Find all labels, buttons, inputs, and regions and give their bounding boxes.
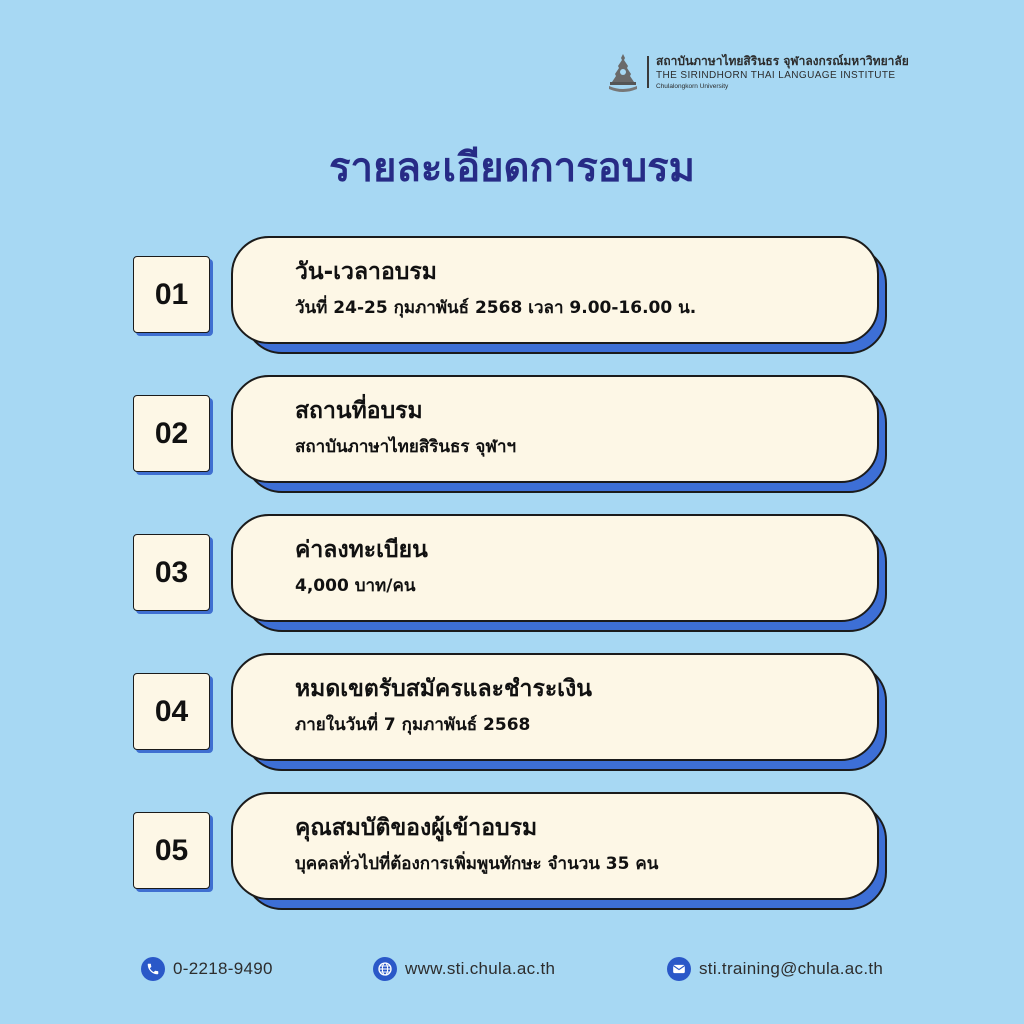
item-number-04: 04	[133, 673, 210, 750]
contact-website[interactable]	[373, 955, 555, 983]
card-detail: ภายในวันที่ 7 กุมภาพันธ์ 2568	[295, 715, 531, 735]
contact-phone[interactable]	[141, 955, 273, 983]
card-title: หมดเขตรับสมัครและชำระเงิน	[295, 676, 592, 702]
card-title: สถานที่อบรม	[295, 398, 423, 424]
institute-name-en: THE SIRINDHORN THAI LANGUAGE INSTITUTE	[656, 70, 896, 81]
item-number-01: 01	[133, 256, 210, 333]
email-address: sti.training@chula.ac.th	[699, 959, 884, 978]
logo-divider	[647, 56, 649, 88]
card-detail: 4,000 บาท/คน	[295, 576, 416, 596]
institute-name-th: สถาบันภาษาไทยสิรินธร จุฬาลงกรณ์มหาวิทยาลัย	[656, 54, 909, 68]
chula-emblem-icon	[606, 52, 640, 94]
card-detail: วันที่ 24-25 กุมภาพันธ์ 2568 เวลา 9.00-16.00 น.	[295, 298, 697, 318]
detail-card-02	[231, 375, 879, 483]
detail-card-03	[231, 514, 879, 622]
institute-logo	[606, 52, 946, 96]
card-detail: สถาบันภาษาไทยสิรินธร จุฬาฯ	[295, 437, 517, 457]
logo-text	[656, 54, 909, 91]
globe-icon	[373, 957, 397, 981]
item-number-05: 05	[133, 812, 210, 889]
card-title: ค่าลงทะเบียน	[295, 537, 428, 563]
item-number-03: 03	[133, 534, 210, 611]
card-detail: บุคคลทั่วไปที่ต้องการเพิ่มพูนทักษะ จำนวน 35 คน	[295, 854, 659, 874]
detail-card-04	[231, 653, 879, 761]
phone-icon	[141, 957, 165, 981]
page-title: รายละเอียดการอบรม	[329, 145, 695, 191]
phone-number: 0-2218-9490	[173, 959, 273, 978]
card-title: วัน-เวลาอบรม	[295, 259, 437, 285]
card-title: คุณสมบัติของผู้เข้าอบรม	[295, 815, 538, 841]
contact-email[interactable]	[667, 955, 883, 983]
item-number-02: 02	[133, 395, 210, 472]
mail-icon	[667, 957, 691, 981]
detail-card-05	[231, 792, 879, 900]
university-name: Chulalongkorn University	[656, 83, 729, 90]
detail-card-01	[231, 236, 879, 344]
website-url: www.sti.chula.ac.th	[405, 959, 556, 978]
